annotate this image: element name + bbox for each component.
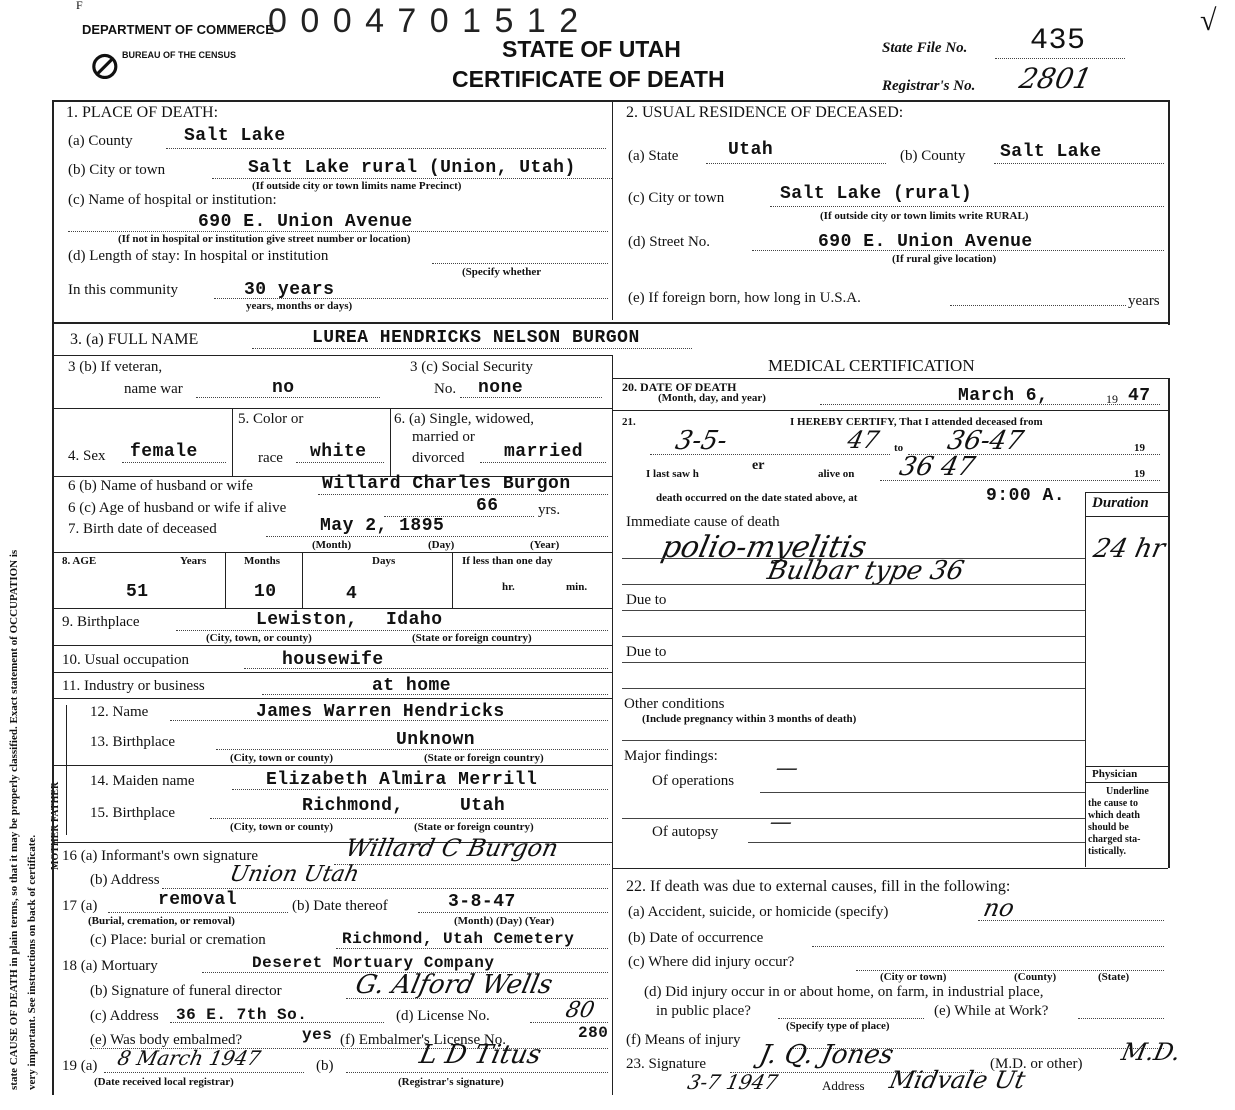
injury-note-2: (County)	[1014, 971, 1057, 983]
row-divider-14	[52, 765, 612, 766]
disposition-line	[108, 912, 288, 913]
date-of-death-value: March 6,	[958, 386, 1049, 406]
res-city-line	[770, 206, 1164, 207]
col-marital	[390, 408, 391, 476]
age-months-value: 10	[254, 582, 277, 602]
registrar-number: 2801	[1016, 62, 1095, 95]
alive-19: 19	[1134, 468, 1145, 480]
registrar-number-label: Registrar's No.	[882, 78, 976, 94]
attend-to-label: to	[894, 442, 904, 454]
alive-label: alive on	[818, 468, 855, 480]
funeral-director-signature: G. Alford Wells	[352, 970, 556, 1000]
row-divider-3	[52, 322, 1168, 324]
physician-note-6: charged sta-	[1088, 834, 1141, 845]
fd-address-label: (c) Address	[90, 1008, 159, 1024]
frame-right	[1168, 100, 1170, 325]
burial-place-label: (c) Place: burial or cremation	[90, 932, 266, 948]
date-of-death-label: 20. DATE OF DEATH	[622, 380, 737, 394]
injury-note-3: (State)	[1098, 971, 1130, 983]
informant-signature: Willard C Burgon	[343, 834, 561, 862]
dod-year: 47	[1128, 386, 1151, 406]
license-label: (d) License No.	[396, 1008, 490, 1024]
row-divider-4	[52, 408, 612, 409]
foreign-line	[950, 305, 1126, 306]
marital-label-3: divorced	[412, 450, 465, 466]
disposition-label: 17 (a)	[62, 898, 98, 914]
col-age1	[225, 552, 226, 608]
burial-place-value: Richmond, Utah Cemetery	[342, 930, 575, 948]
embalmed-label: (e) Was body embalmed?	[90, 1032, 243, 1048]
license-value: 80	[563, 998, 597, 1023]
col-age2	[302, 552, 303, 608]
hr-label: hr.	[502, 581, 515, 593]
last-saw-er: er	[752, 458, 765, 473]
color-label-1: 5. Color or	[238, 411, 304, 427]
other-conditions-note: (Include pregnancy within 3 months of death)	[642, 713, 857, 725]
birth-year-note: (Year)	[530, 539, 560, 551]
funeral-director-label: (b) Signature of funeral director	[90, 983, 282, 999]
foreign-label: (e) If foreign born, how long in U.S.A.	[628, 290, 861, 306]
cause-line-10	[748, 842, 1085, 843]
attend-to-19: 19	[1134, 442, 1145, 454]
cause-line-7	[622, 740, 1085, 741]
age-years-value: 51	[126, 582, 149, 602]
mother-birthplace-label: 15. Birthplace	[90, 805, 175, 821]
cause-line-5	[622, 662, 1085, 663]
spouse-value: Willard Charles Burgon	[322, 474, 571, 494]
autopsy-dash: —	[767, 810, 795, 835]
frame-left	[52, 100, 54, 1095]
injury-home-line	[778, 1018, 924, 1019]
physician-note-7: tistically.	[1088, 846, 1127, 857]
row-divider-9	[52, 608, 612, 609]
major-findings-label: Major findings:	[624, 748, 718, 764]
age-years-label: Years	[180, 555, 207, 567]
full-name-value: LUREA HENDRICKS NELSON BURGON	[312, 328, 640, 348]
burial-place-line	[336, 948, 608, 949]
birth-month-note: (Month)	[312, 539, 352, 551]
corner-check: √	[1200, 4, 1217, 37]
industry-value: at home	[372, 676, 452, 696]
mother-birthplace-state: Utah	[460, 796, 506, 816]
res-state-line	[706, 163, 886, 164]
immediate-cause-detail: Bulbar type 36	[764, 556, 967, 586]
marital-line	[480, 462, 606, 463]
birthplace-state: Idaho	[386, 610, 443, 630]
cause-line-8	[760, 792, 1085, 793]
row-divider-11	[52, 672, 612, 673]
father-name-label: 12. Name	[90, 704, 149, 720]
operations-label: Of operations	[652, 773, 735, 789]
duration-value: 24 hr	[1090, 534, 1168, 564]
while-at-work-line	[1078, 1018, 1164, 1019]
registrar-date-note: (Date received local registrar)	[94, 1076, 234, 1088]
department-label: DEPARTMENT OF COMMERCE	[82, 22, 274, 37]
full-name-label: 3. (a) FULL NAME	[70, 331, 199, 348]
spouse-age-value: 66	[476, 496, 499, 516]
certify-number: 21.	[622, 416, 636, 428]
yrs-label: yrs.	[538, 502, 561, 518]
embalmer-license-label: (f) Embalmer's License No.	[340, 1032, 506, 1048]
accident-line	[978, 920, 1164, 921]
state-file-number: 435	[1030, 24, 1086, 58]
injury-home-label: (d) Did injury occur in or about home, on farm, in industrial place,	[644, 984, 1044, 1000]
disp-date-note: (Month) (Day) (Year)	[454, 915, 555, 927]
occurred-label: death occurred on the date stated above, at	[656, 492, 858, 504]
age-days-value: 4	[346, 584, 358, 604]
time-value: 9:00 A.	[986, 486, 1066, 506]
cause-line-6	[622, 688, 1085, 689]
foreign-years: years	[1128, 293, 1160, 309]
md-value: M.D.	[1119, 1038, 1184, 1066]
mother-name-value: Elizabeth Almira Merrill	[266, 770, 538, 790]
county-line	[166, 148, 606, 149]
physician-mid	[1085, 782, 1168, 783]
age-days-label: Days	[372, 555, 396, 567]
means-label: (f) Means of injury	[626, 1032, 741, 1048]
res-county-label: (b) County	[900, 148, 966, 164]
occurrence-label: (b) Date of occurrence	[628, 930, 764, 946]
attend-from: 3-5-	[672, 426, 730, 456]
full-name-line	[252, 348, 692, 349]
col-color	[232, 408, 233, 476]
row-divider-8	[52, 552, 612, 553]
war-value: no	[272, 378, 295, 398]
min-label: min.	[566, 581, 588, 593]
birth-line	[266, 536, 608, 537]
physician-note-5: should be	[1088, 822, 1129, 833]
hospital-label: (c) Name of hospital or institution:	[68, 192, 277, 208]
county-value: Salt Lake	[184, 126, 286, 146]
community-value: 30 years	[244, 280, 335, 300]
birthplace-city: Lewiston,	[256, 610, 358, 630]
registrar-signature: L D Titus	[416, 1040, 545, 1070]
occurrence-line	[812, 946, 1164, 947]
registrar-sig-note: (Registrar's signature)	[398, 1076, 504, 1088]
res-street-value: 690 E. Union Avenue	[818, 232, 1033, 252]
fd-address-value: 36 E. 7th So.	[176, 1006, 308, 1024]
father-note-1: (City, town or county)	[230, 752, 334, 764]
accident-label: (a) Accident, suicide, or homicide (specify)	[628, 904, 889, 920]
physician-note-4: which death	[1088, 810, 1140, 821]
marital-label-2: married or	[412, 429, 475, 445]
duration-header: Duration	[1092, 495, 1149, 511]
ss-label: 3 (c) Social Security	[410, 359, 533, 375]
disposition-note: (Burial, cremation, or removal)	[88, 915, 235, 927]
informant-label: 16 (a) Informant's own signature	[62, 848, 258, 864]
city-line	[212, 178, 612, 179]
father-note-2: (State or foreign country)	[424, 752, 544, 764]
city-value: Salt Lake rural (Union, Utah)	[248, 158, 576, 178]
father-name-value: James Warren Hendricks	[256, 702, 505, 722]
spouse-age-label: 6 (c) Age of husband or wife if alive	[68, 500, 287, 516]
marital-label-1: 6. (a) Single, widowed,	[394, 411, 534, 427]
stamp-number: 0 0 0 4 7 0 1 5 1 2	[268, 2, 581, 40]
physician-note-2: Underline	[1106, 786, 1149, 797]
while-at-work-label: (e) While at Work?	[934, 1003, 1049, 1019]
physician-note-1: Physician	[1092, 768, 1138, 780]
registrar-sig-line	[346, 1072, 608, 1073]
bureau-label: BUREAU OF THE CENSUS	[122, 50, 237, 60]
embalmed-value: yes	[302, 1026, 333, 1044]
disposition-value: removal	[158, 890, 238, 910]
date-of-death-note: (Month, day, and year)	[658, 392, 766, 404]
birthplace-note-2: (State or foreign country)	[412, 632, 532, 644]
last-saw-label: I last saw h	[646, 468, 699, 480]
col-divider-main	[612, 355, 613, 1095]
disp-date-value: 3-8-47	[448, 892, 516, 912]
community-label: In this community	[68, 282, 178, 298]
color-label-2: race	[258, 450, 283, 466]
alive-line	[880, 480, 1160, 481]
marital-value: married	[504, 442, 584, 462]
hospital-line	[68, 231, 608, 232]
immediate-cause-label: Immediate cause of death	[626, 514, 780, 530]
res-state-value: Utah	[728, 140, 774, 160]
col-age3	[452, 552, 453, 608]
duration-col	[1085, 492, 1086, 867]
parents-bracket	[66, 705, 67, 835]
father-name-line	[170, 720, 608, 721]
corner-mark: F	[76, 0, 83, 12]
res-city-value: Salt Lake (rural)	[780, 184, 973, 204]
alive-value: 36 47	[896, 452, 978, 482]
informant-line	[334, 864, 610, 865]
stay-label: (d) Length of stay: In hospital or institution	[68, 248, 329, 264]
accident-value: no	[981, 894, 1017, 922]
cause-line-3	[622, 610, 1085, 611]
med-divider-22	[612, 868, 1168, 869]
autopsy-label: Of autopsy	[652, 824, 719, 840]
residence-title: 2. USUAL RESIDENCE OF DECEASED:	[626, 104, 904, 121]
injury-note-1: (City or town)	[880, 971, 947, 983]
war-label: name war	[124, 381, 183, 397]
margin-instruction-1: state CAUSE OF DEATH in plain terms, so that it may be properly classified. Exact statement of OCCUPATION is	[8, 549, 20, 1090]
war-line	[196, 397, 380, 398]
res-city-note: (If outside city or town limits write RURAL)	[820, 210, 1029, 222]
res-street-label: (d) Street No.	[628, 234, 711, 250]
duration-top	[1085, 492, 1168, 493]
md-label: (M.D. or other)	[990, 1056, 1083, 1072]
birth-label: 7. Birth date of deceased	[68, 521, 217, 537]
signature-label: 23. Signature	[626, 1056, 706, 1072]
informant-address-label: (b) Address	[90, 872, 160, 888]
phys-address-label: Address	[822, 1078, 865, 1093]
row-divider-3b	[52, 355, 612, 356]
state-file-label: State File No.	[882, 40, 968, 56]
occupation-line	[244, 668, 608, 669]
med-divider-20	[612, 410, 1168, 411]
check-mark: ⊘	[88, 43, 122, 88]
res-county-line	[994, 163, 1164, 164]
file-line	[995, 58, 1125, 59]
sex-value: female	[130, 442, 198, 462]
sex-line	[122, 462, 226, 463]
color-value: white	[310, 442, 367, 462]
industry-line	[262, 694, 608, 695]
other-conditions-label: Other conditions	[624, 696, 725, 712]
med-divider	[612, 378, 1168, 379]
physician-signature: J. Q. Jones	[756, 1040, 897, 1070]
res-county-value: Salt Lake	[1000, 142, 1102, 162]
license-line	[530, 1022, 608, 1023]
mortuary-label: 18 (a) Mortuary	[62, 958, 158, 974]
age-label: 8. AGE	[62, 555, 97, 567]
birthplace-note-1: (City, town, or county)	[206, 632, 312, 644]
mother-birthplace-city: Richmond,	[302, 796, 404, 816]
city-note: (If outside city or town limits name Precinct)	[252, 180, 462, 192]
signature-date: 3-7 1947	[685, 1070, 781, 1094]
registrar-date-label: 19 (a)	[62, 1058, 98, 1074]
external-causes-title: 22. If death was due to external causes, fill in the following:	[626, 878, 1011, 895]
medical-title: MEDICAL CERTIFICATION	[768, 356, 975, 375]
registrar-sig-label: (b)	[316, 1058, 334, 1074]
mortuary-value: Deseret Mortuary Company	[252, 954, 495, 972]
mother-note-2: (State or foreign country)	[414, 821, 534, 833]
father-birthplace-value: Unknown	[396, 730, 476, 750]
community-line	[214, 298, 608, 299]
attend-from-year: 47	[845, 426, 882, 454]
row-divider-10	[52, 645, 612, 646]
ss-value: none	[478, 378, 524, 398]
spouse-label: 6 (b) Name of husband or wife	[68, 478, 253, 494]
mother-father-label: MOTHER FATHER	[50, 781, 61, 870]
birth-day-note: (Day)	[428, 539, 455, 551]
father-birthplace-line	[216, 749, 608, 750]
cause-line-4	[622, 636, 1085, 637]
attend-to: 36-47	[944, 426, 1027, 456]
embalmer-license-value: 280	[578, 1024, 609, 1042]
birthplace-line	[176, 630, 608, 631]
informant-address: Union Utah	[227, 862, 362, 887]
hospital-note: (If not in hospital or institution give street number or location)	[118, 233, 411, 245]
cause-line-9	[622, 818, 1085, 819]
spouse-line	[318, 494, 608, 495]
physician-note-3: the cause to	[1088, 798, 1138, 809]
physician-top	[1085, 766, 1168, 767]
father-birthplace-label: 13. Birthplace	[90, 734, 175, 750]
injury-home-note: (Specify type of place)	[786, 1020, 890, 1032]
phys-address-value: Midvale Ut	[887, 1066, 1028, 1094]
hospital-value: 690 E. Union Avenue	[198, 212, 413, 232]
informant-address-line	[162, 888, 608, 889]
margin-instruction-2: very important. See instructions on back of certificate.	[26, 834, 38, 1090]
occupation-value: housewife	[282, 650, 384, 670]
city-label: (b) City or town	[68, 162, 166, 178]
attend-from-line	[650, 454, 890, 455]
res-street-line	[752, 250, 1164, 251]
certificate-title: CERTIFICATE OF DEATH	[452, 66, 725, 92]
county-label: (a) County	[68, 133, 133, 149]
age-months-label: Months	[244, 555, 281, 567]
birth-value: May 2, 1895	[320, 516, 445, 536]
specify-note: (Specify whether	[462, 266, 542, 278]
due-to-1: Due to	[626, 592, 667, 608]
duration-col-r	[1168, 378, 1170, 868]
immediate-cause-value: polio-myelitis	[658, 530, 870, 565]
due-to-2: Due to	[626, 644, 667, 660]
certify-text: I HEREBY CERTIFY, That I attended deceased from	[790, 416, 1043, 428]
ss-no-label: No.	[434, 381, 457, 397]
mother-note-1: (City, town or county)	[230, 821, 334, 833]
frame-top	[52, 100, 1168, 102]
registrar-date-line	[104, 1072, 304, 1073]
injury-where-label: (c) Where did injury occur?	[628, 954, 795, 970]
mother-name-label: 14. Maiden name	[90, 773, 195, 789]
occupation-label: 10. Usual occupation	[62, 652, 190, 668]
row-divider-12	[52, 698, 612, 699]
veteran-label: 3 (b) If veteran,	[68, 359, 163, 375]
registrar-date-value: 8 March 1947	[115, 1046, 263, 1070]
industry-label: 11. Industry or business	[62, 678, 205, 694]
disp-date-line	[418, 912, 608, 913]
res-street-note: (If rural give location)	[892, 253, 997, 265]
stay-line	[432, 263, 608, 264]
mother-name-line	[232, 789, 608, 790]
cause-line-2	[622, 584, 1085, 585]
color-line	[296, 462, 384, 463]
community-note: years, months or days)	[246, 300, 353, 312]
col-divider-top	[612, 100, 613, 320]
injury-home-label-2: in public place?	[656, 1003, 751, 1019]
res-state-label: (a) State	[628, 148, 679, 164]
res-city-label: (c) City or town	[628, 190, 725, 206]
ss-line	[460, 397, 602, 398]
dod-19: 19	[1106, 392, 1118, 406]
duration-under	[1085, 516, 1168, 517]
cause-line-1	[622, 558, 1085, 559]
state-title: STATE OF UTAH	[502, 36, 681, 62]
age-less-label: If less than one day	[462, 555, 553, 567]
sex-label: 4. Sex	[68, 448, 106, 464]
mother-birthplace-line	[210, 818, 608, 819]
birthplace-label: 9. Birthplace	[62, 614, 140, 630]
fd-address-line	[170, 1022, 384, 1023]
operations-dash: —	[773, 756, 801, 781]
disp-date-label: (b) Date thereof	[292, 898, 388, 914]
place-of-death-title: 1. PLACE OF DEATH:	[66, 104, 219, 121]
